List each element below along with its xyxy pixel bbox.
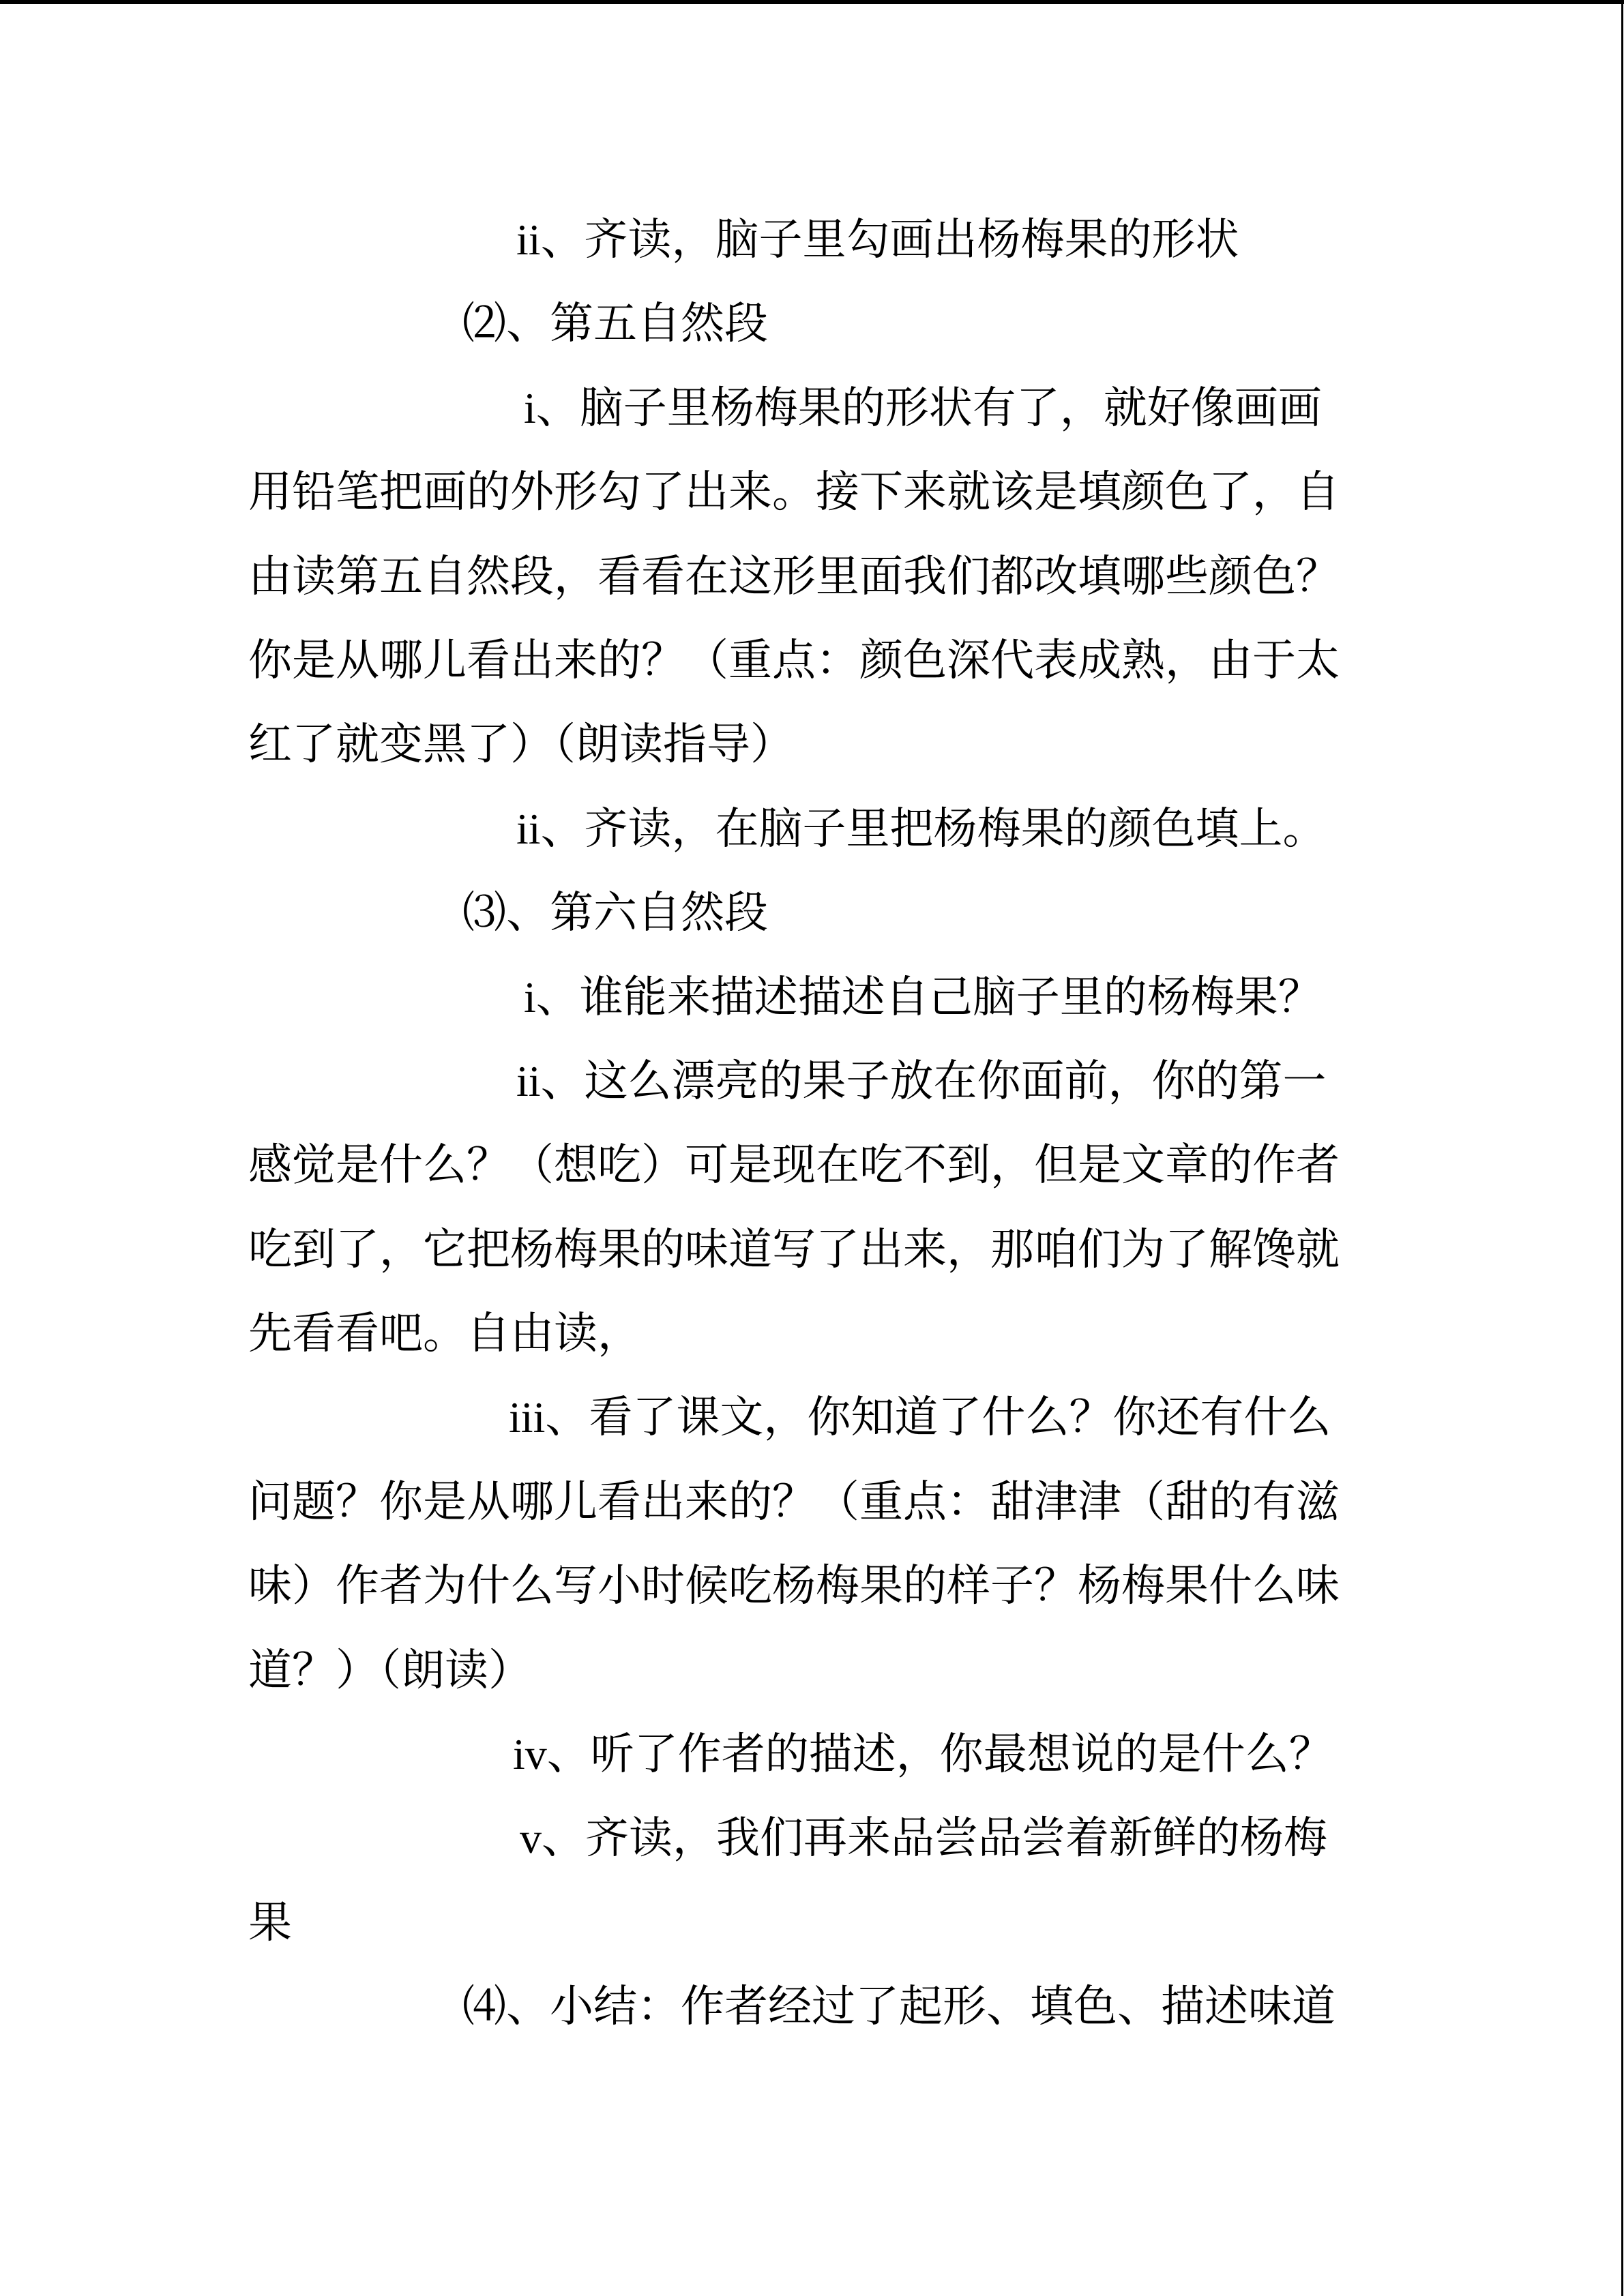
text-line: i、脑子里杨梅果的形状有了，就好像画画 (524, 383, 1322, 432)
text-line: 感觉是什么？（想吃）可是现在吃不到，但是文章的作者 (248, 1141, 1340, 1190)
text-line: 道？）（朗读） (248, 1645, 532, 1695)
text-line: iv、听了作者的描述，你最想说的是什么？ (513, 1730, 1333, 1779)
text-line: 味）作者为什么写小时候吃杨梅果的样子？杨梅果什么味 (248, 1562, 1340, 1611)
text-line: v、齐读，我们再来品尝品尝着新鲜的杨梅 (520, 1814, 1327, 1863)
text-line: iii、看了课文，你知道了什么？你还有什么 (509, 1393, 1331, 1442)
text-line: 问题？你是从哪儿看出来的？（重点：甜津津（甜的有滋 (248, 1477, 1340, 1526)
text-line: 用铅笔把画的外形勾了出来。接下来就该是填颜色了，自 (248, 468, 1340, 517)
text-line: 由读第五自然段，看看在这形里面我们都改填哪些颜色？ (248, 552, 1340, 601)
document-body (0, 198, 1624, 2049)
text-line: ⑶、第六自然段 (462, 889, 768, 938)
text-line: 吃到了，它把杨梅果的味道写了出来，那咱们为了解馋就 (248, 1225, 1340, 1274)
text-line: 果 (248, 1898, 292, 1947)
text-line: i、谁能来描述描述自己脑子里的杨梅果？ (524, 972, 1322, 1022)
text-line: ii、齐读，脑子里勾画出杨梅果的形状 (516, 215, 1239, 264)
text-line: ⑷、小结：作者经过了起形、填色、描述味道 (462, 1982, 1335, 2031)
text-line: 先看看吧。自由读， (248, 1309, 641, 1358)
text-line: 你是从哪儿看出来的？（重点：颜色深代表成熟，由于太 (248, 636, 1340, 685)
text-line: 红了就变黑了）（朗读指导） (248, 720, 794, 769)
text-line: ii、这么漂亮的果子放在你面前，你的第一 (516, 1056, 1327, 1105)
top-edge-rule (0, 0, 1624, 4)
text-line: ii、齐读，在脑子里把杨梅果的颜色填上。 (516, 804, 1327, 853)
text-line: ⑵、第五自然段 (462, 299, 768, 348)
